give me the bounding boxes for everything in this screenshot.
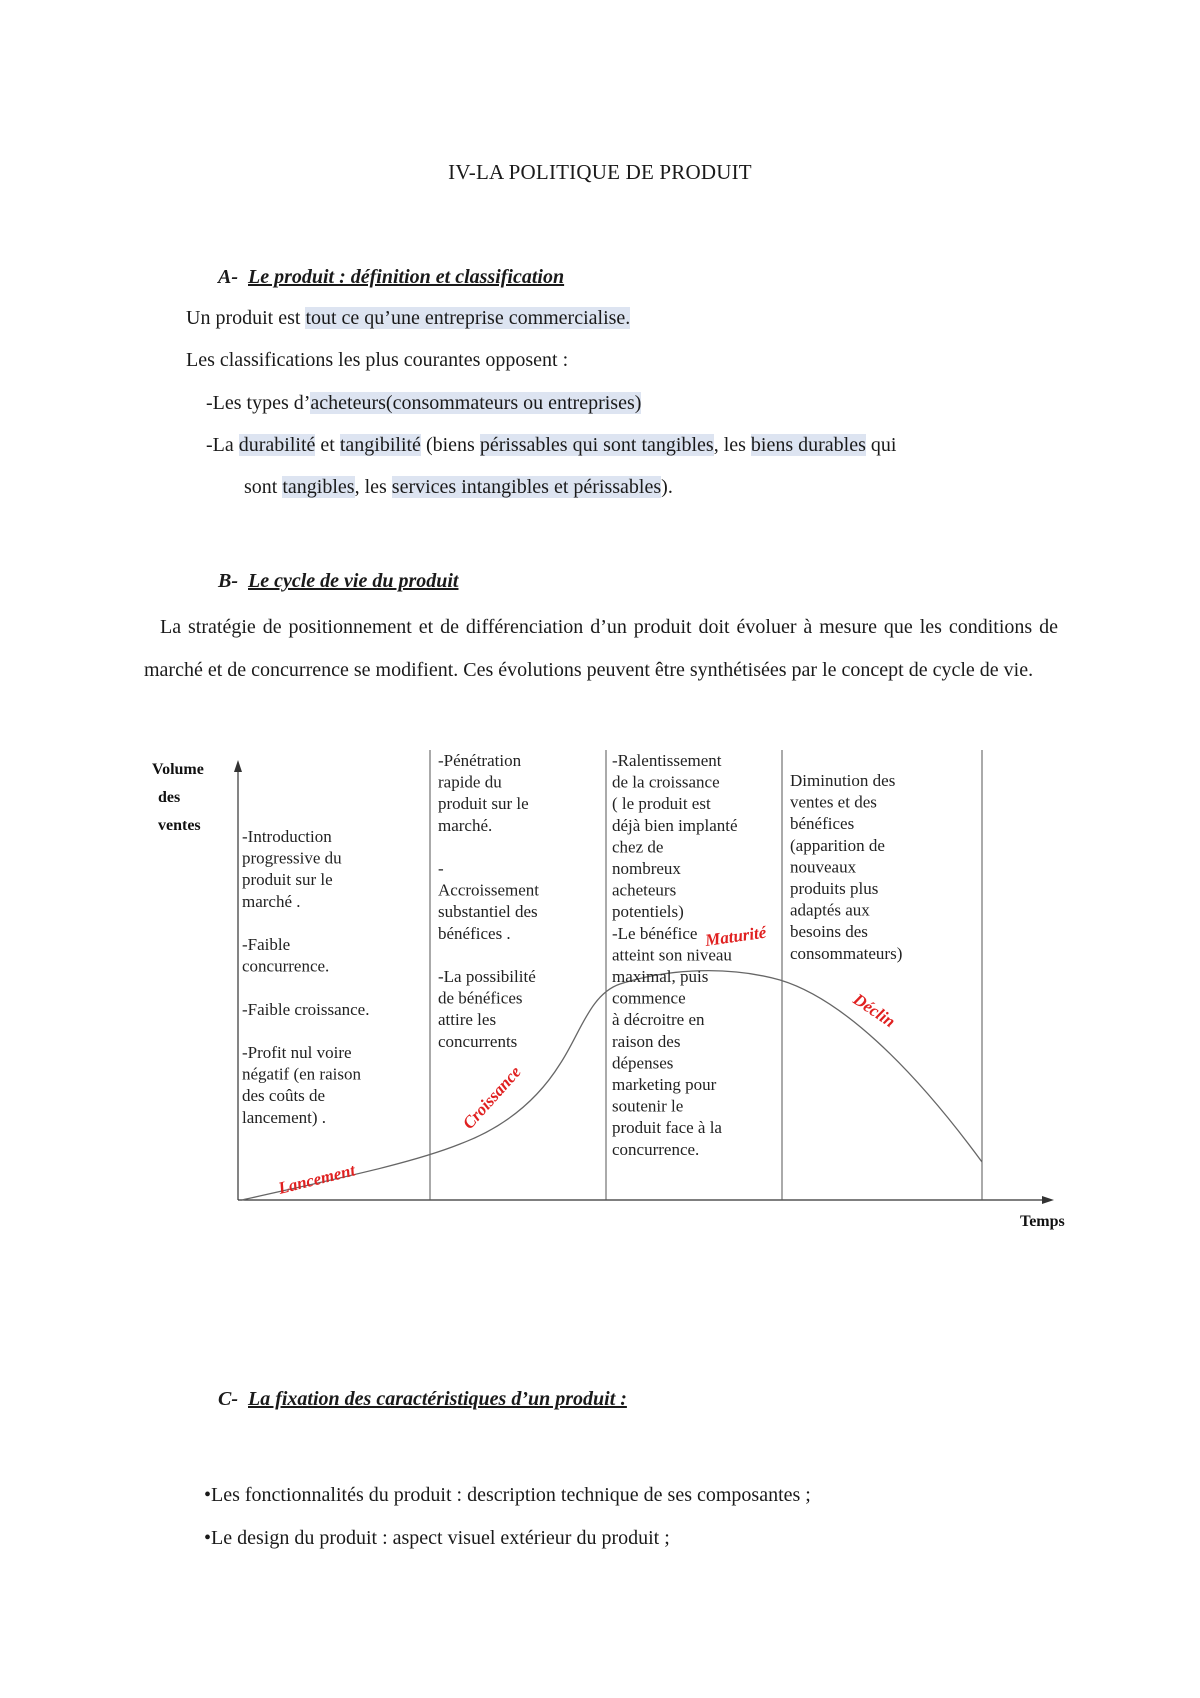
col1-line: marché . bbox=[242, 891, 301, 911]
col2-line: rapide du bbox=[438, 772, 502, 792]
phase-lancement: Lancement bbox=[276, 1160, 358, 1198]
definition-highlight: tout ce qu’une entreprise commercialise. bbox=[305, 307, 631, 329]
col2-line: concurrents bbox=[438, 1031, 518, 1051]
section-b-letter: B- bbox=[218, 570, 238, 592]
col3-line: -Le bénéfice bbox=[612, 923, 698, 943]
item-highlight: tangibles bbox=[282, 476, 355, 498]
col3-line: de la croissance bbox=[612, 772, 720, 792]
bullet-item-design: •Le design du produit : aspect visuel extérieur du produit ; bbox=[204, 1527, 670, 1549]
col2-line: -Pénétration bbox=[438, 751, 522, 770]
col2-line: produit sur le bbox=[438, 794, 529, 814]
item-highlight: acheteurs(consommateurs ou entreprises) bbox=[310, 392, 642, 414]
col3-line: déjà bien implanté bbox=[612, 815, 738, 835]
y-axis-arrow bbox=[234, 760, 242, 772]
col2-line: bénéfices . bbox=[438, 923, 511, 943]
lifecycle-diagram bbox=[150, 744, 1100, 1234]
page-title: IV-LA POLITIQUE DE PRODUIT bbox=[448, 160, 752, 184]
lifecycle-figure bbox=[150, 744, 1100, 1234]
item-text: et bbox=[315, 434, 340, 456]
item-highlight: tangibilité bbox=[339, 434, 421, 456]
classification-intro: Les classifications les plus courantes opposent : bbox=[186, 349, 569, 371]
col3-line: chez de bbox=[612, 837, 664, 857]
item-text: ). bbox=[661, 476, 673, 498]
col4-line: consommateurs) bbox=[790, 943, 903, 963]
col3-line: maximal, puis bbox=[612, 967, 709, 986]
item-text: -La bbox=[206, 434, 239, 456]
item-text: (biens bbox=[420, 434, 480, 456]
col4-line: (apparition de bbox=[790, 835, 885, 855]
col3-line: atteint son niveau bbox=[612, 945, 732, 965]
item-text: , les bbox=[354, 476, 392, 498]
phase-declin: Déclin bbox=[849, 989, 899, 1032]
col2-line: de bénéfices bbox=[438, 988, 523, 1008]
y-axis-label-3: ventes bbox=[158, 817, 201, 834]
item-highlight: durabilité bbox=[238, 434, 316, 456]
section-c-letter: C- bbox=[218, 1388, 238, 1410]
col4-line: ventes et des bbox=[790, 792, 877, 812]
maturity-column-text bbox=[612, 751, 738, 1159]
item-text: , les bbox=[713, 434, 751, 456]
col3-line: marketing pour bbox=[612, 1075, 717, 1094]
section-a-title: Le produit : définition et classification bbox=[248, 266, 565, 288]
col3-line: dépenses bbox=[612, 1053, 674, 1073]
classification-item-buyers bbox=[206, 392, 641, 415]
y-axis-label-2: des bbox=[158, 789, 181, 806]
section-b-heading bbox=[218, 570, 459, 593]
col3-line: -Ralentissement bbox=[612, 751, 722, 770]
col2-line: Accroissement bbox=[438, 880, 540, 900]
col1-line: concurrence. bbox=[242, 956, 330, 976]
col4-line: produits plus bbox=[790, 879, 879, 898]
col3-line: à décroitre en bbox=[612, 1010, 705, 1030]
col3-line: potentiels) bbox=[612, 902, 684, 922]
col3-line: concurrence. bbox=[612, 1139, 700, 1159]
classification-item-durability bbox=[206, 434, 896, 457]
item-text: sont bbox=[244, 476, 283, 498]
phase-maturite: Maturité bbox=[703, 922, 768, 950]
col1-line: progressive du bbox=[242, 848, 342, 868]
col1-line: lancement) . bbox=[242, 1107, 327, 1127]
item-text: qui bbox=[865, 434, 897, 456]
col2-line: attire les bbox=[438, 1010, 497, 1030]
section-c-heading bbox=[218, 1388, 627, 1411]
col1-line: des coûts de bbox=[242, 1086, 326, 1106]
section-c-title: La fixation des caractéristiques d’un produit : bbox=[248, 1388, 627, 1410]
definition-line bbox=[186, 307, 630, 330]
x-axis-arrow bbox=[1042, 1196, 1054, 1204]
decline-column-text bbox=[790, 771, 902, 963]
section-a-heading bbox=[218, 266, 564, 289]
col3-line: raison des bbox=[612, 1031, 681, 1051]
col4-line: nouveaux bbox=[790, 857, 857, 877]
col1-line: -Faible croissance. bbox=[242, 999, 370, 1019]
col1-line: produit sur le bbox=[242, 870, 333, 890]
col3-line: produit face à la bbox=[612, 1118, 722, 1138]
col4-line: adaptés aux bbox=[790, 900, 870, 920]
col2-line: -La possibilité bbox=[438, 967, 536, 986]
col1-line: -Introduction bbox=[242, 827, 332, 846]
col1-line: négatif (en raison bbox=[242, 1064, 361, 1084]
item-highlight: périssables qui sont tangibles bbox=[479, 434, 714, 456]
col2-line: substantiel des bbox=[438, 902, 538, 922]
y-axis-label-1: Volume bbox=[152, 761, 204, 778]
introduction-column-text bbox=[242, 827, 369, 1127]
col2-line: marché. bbox=[438, 815, 493, 835]
col1-line: -Profit nul voire bbox=[242, 1043, 352, 1062]
lifecycle-paragraph: La stratégie de positionnement et de différenciation d’un produit doit évoluer à mesure que les conditions de marché et de concurrence se modifient. Ces évolutions peuvent être synthétisées par le concept de cycle de vie. bbox=[144, 616, 1058, 681]
col3-line: acheteurs bbox=[612, 880, 677, 900]
bullet-item-functionalities: •Les fonctionnalités du produit : description technique de ses composantes ; bbox=[204, 1484, 811, 1506]
item-highlight: biens durables bbox=[750, 434, 866, 456]
col3-line: nombreux bbox=[612, 859, 681, 878]
growth-column-text bbox=[438, 751, 539, 1051]
col1-line: -Faible bbox=[242, 935, 291, 954]
col3-line: soutenir le bbox=[612, 1096, 684, 1116]
section-a-letter: A- bbox=[218, 266, 238, 288]
col3-line: commence bbox=[612, 988, 686, 1008]
item-text: -Les types d’ bbox=[206, 392, 311, 414]
classification-item-continued bbox=[244, 476, 673, 499]
col3-line: ( le produit est bbox=[612, 794, 711, 814]
section-b-title: Le cycle de vie du produit bbox=[248, 570, 459, 592]
x-axis-label: Temps bbox=[1020, 1213, 1065, 1230]
col2-line: - bbox=[438, 859, 444, 878]
phase-croissance: Croissance bbox=[458, 1062, 525, 1133]
col4-line: besoins des bbox=[790, 922, 868, 942]
col4-line: Diminution des bbox=[790, 771, 896, 790]
item-highlight: services intangibles et périssables bbox=[391, 476, 662, 498]
definition-text: Un produit est bbox=[186, 307, 306, 329]
col4-line: bénéfices bbox=[790, 814, 855, 834]
